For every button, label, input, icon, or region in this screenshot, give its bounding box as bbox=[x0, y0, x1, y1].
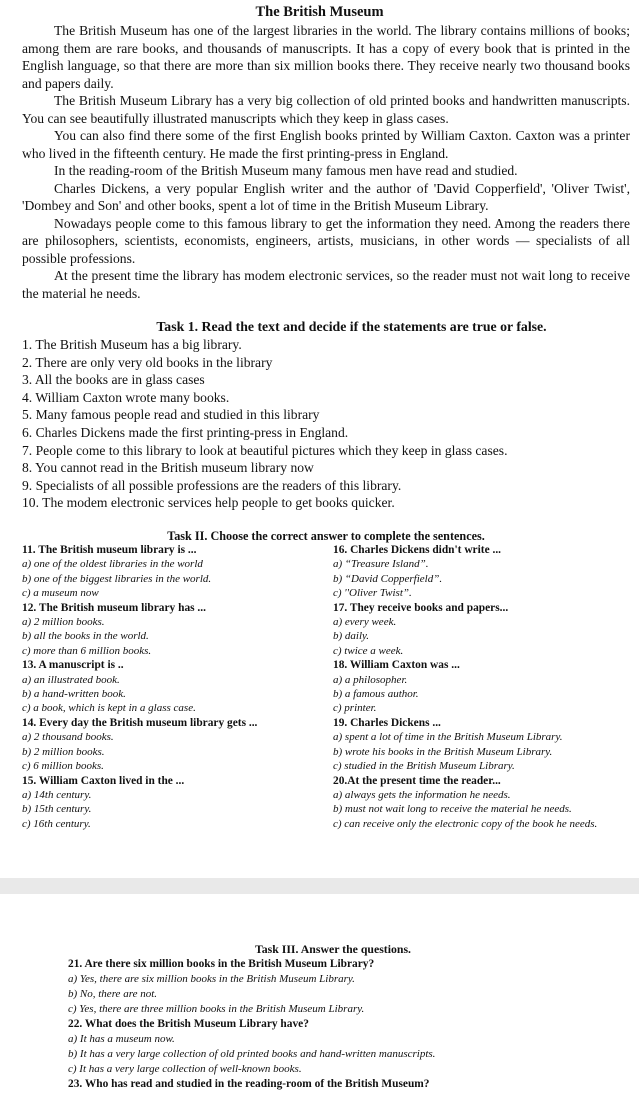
question-text: 11. The British museum library is ... bbox=[22, 544, 197, 556]
answer-option: a) one of the oldest libraries in the world bbox=[22, 558, 203, 571]
answer-option: c) a museum now bbox=[22, 587, 99, 600]
question-text: 21. Are there six million books in the British Museum Library? bbox=[68, 958, 375, 970]
answer-option: b) No, there are not. bbox=[68, 988, 158, 1000]
answer-option: a) Yes, there are six million books in the British Museum Library. bbox=[68, 973, 355, 985]
answer-option: c) studied in the British Museum Library. bbox=[333, 760, 515, 773]
answer-option: b) 15th century. bbox=[22, 803, 92, 816]
task2-right-column bbox=[333, 543, 629, 831]
task2-left-column bbox=[22, 543, 322, 831]
answer-option: b) “David Copperfield”. bbox=[333, 572, 443, 585]
statement-item: 8. You cannot read in the British museum library now bbox=[22, 460, 314, 476]
answer-option: c) 6 million books. bbox=[22, 760, 104, 773]
paragraph: The British Museum has one of the largest libraries in the world. The library contains millions of books; among them are rare books, and thousands of manuscripts. It has a copy of every book that is printed in the English language, so that there are more than six million books there. They receive nearly two thousand books and papers daily. bbox=[22, 23, 630, 91]
statement-item: 1. The British Museum has a big library. bbox=[22, 337, 242, 352]
question-text: 12. The British museum library has ... bbox=[22, 601, 206, 614]
statement-item: 6. Charles Dickens made the first printing-press in England. bbox=[22, 424, 349, 440]
question-text: 16. Charles Dickens didn't write ... bbox=[333, 544, 502, 556]
answer-option: b) one of the biggest libraries in the world. bbox=[22, 572, 212, 585]
answer-option: b) daily. bbox=[333, 630, 370, 643]
answer-option: b) wrote his books in the British Museum Library. bbox=[333, 745, 553, 758]
question-text: 15. William Caxton lived in the ... bbox=[22, 774, 185, 787]
task1-statement-list bbox=[22, 336, 632, 512]
answer-option: a) spent a lot of time in the British Museum Library. bbox=[333, 731, 563, 744]
answer-option: a) an illustrated book. bbox=[22, 673, 120, 686]
task3-heading: Task III. Answer the questions. bbox=[254, 942, 412, 956]
question-block bbox=[68, 957, 628, 1017]
question-block bbox=[22, 716, 322, 774]
answer-option: c) ''Oliver Twist”. bbox=[333, 587, 412, 600]
paragraph: Charles Dickens, a very popular English writer and the author of 'David Copperfield', 'Oliver Twist', 'Dombey and Son' and other books, spent a lot of time in the British Museum Library. bbox=[22, 180, 630, 213]
answer-option: c) more than 6 million books. bbox=[22, 644, 152, 657]
question-block bbox=[68, 1017, 628, 1077]
answer-option: a) 2 million books. bbox=[22, 616, 105, 629]
question-text: 13. A manuscript is .. bbox=[22, 659, 124, 672]
question-block bbox=[22, 543, 322, 601]
answer-option: c) can receive only the electronic copy of the book he needs. bbox=[333, 817, 598, 830]
question-block bbox=[22, 658, 322, 716]
question-block bbox=[333, 601, 629, 659]
answer-option: c) It has a very large collection of well-known books. bbox=[68, 1063, 302, 1075]
task1-heading: Task 1. Read the text and decide if the statements are true or false. bbox=[156, 319, 547, 334]
answer-option: c) printer. bbox=[333, 702, 377, 715]
paragraph: You can also find there some of the first English books printed by William Caxton. Caxton was a printer who lived in the fifteenth century. He made the first printing-press in England. bbox=[22, 128, 630, 161]
answer-option: b) a famous author. bbox=[333, 688, 419, 701]
question-text: 22. What does the British Museum Library have? bbox=[68, 1018, 309, 1030]
question-text: 20.At the present time the reader... bbox=[333, 774, 501, 787]
article-text bbox=[22, 22, 630, 302]
answer-option: c) a book, which is kept in a glass case. bbox=[22, 702, 196, 715]
answer-option: a) always gets the information he needs. bbox=[333, 788, 511, 801]
answer-option: b) It has a very large collection of old printed books and hand-written manuscripts. bbox=[68, 1048, 436, 1060]
answer-option: b) 2 million books. bbox=[22, 745, 105, 758]
answer-option: a) “Treasure Island”. bbox=[333, 558, 429, 571]
task2-heading: Task II. Choose the correct answer to complete the sentences. bbox=[167, 529, 485, 543]
question-text: 18. William Caxton was ... bbox=[333, 659, 460, 672]
question-text: 14. Every day the British museum library gets ... bbox=[22, 716, 258, 729]
statement-item: 5. Many famous people read and studied in this library bbox=[22, 407, 320, 423]
answer-option: b) must not wait long to receive the material he needs. bbox=[333, 803, 572, 816]
task3-question-list bbox=[68, 957, 628, 1092]
paragraph: In the reading-room of the British Museum many famous men have read and studied. bbox=[54, 163, 518, 178]
document-title: The British Museum bbox=[255, 4, 384, 20]
question-block bbox=[68, 1077, 628, 1092]
question-block bbox=[333, 716, 629, 774]
answer-option: a) 2 thousand books. bbox=[22, 731, 114, 744]
answer-option: c) twice a week. bbox=[333, 644, 404, 657]
question-block bbox=[333, 658, 629, 716]
paragraph: At the present time the library has modem electronic services, so the reader must not wait long to receive the material he needs. bbox=[22, 268, 630, 301]
statement-item: 3. All the books are in glass cases bbox=[22, 372, 205, 388]
answer-option: a) a philosopher. bbox=[333, 673, 408, 686]
paragraph: Nowadays people come to this famous library to get the information they need. Among the readers there are philosophers, scientists, economists, engineers, artists, musicians, in other words — specialists of all possible professions. bbox=[22, 215, 630, 266]
statement-item: 10. The modem electronic services help people to get books quicker. bbox=[22, 495, 395, 511]
answer-option: c) Yes, there are three million books in the British Museum Library. bbox=[68, 1003, 365, 1015]
statement-item: 9. Specialists of all possible professions are the readers of this library. bbox=[22, 477, 402, 493]
statement-item: 4. William Caxton wrote many books. bbox=[22, 389, 230, 405]
question-text: 23. Who has read and studied in the reading-room of the British Museum? bbox=[68, 1078, 430, 1090]
answer-option: a) 14th century. bbox=[22, 788, 92, 801]
answer-option: b) a hand-written book. bbox=[22, 688, 126, 701]
statement-item: 2. There are only very old books in the library bbox=[22, 354, 273, 370]
page-separator bbox=[0, 878, 639, 894]
question-text: 17. They receive books and papers... bbox=[333, 601, 509, 614]
statement-item: 7. People come to this library to look at beautiful pictures which they keep in glass cases. bbox=[22, 442, 508, 458]
paragraph: The British Museum Library has a very big collection of old printed books and handwritten manuscripts. You can see beautifully illustrated manuscripts which they keep in glass cases. bbox=[22, 93, 630, 126]
answer-option: a) every week. bbox=[333, 616, 397, 629]
document-page-2 bbox=[0, 894, 639, 1096]
answer-option: c) 16th century. bbox=[22, 817, 91, 830]
question-block bbox=[22, 601, 322, 659]
question-text: 19. Charles Dickens ... bbox=[333, 716, 441, 729]
answer-option: a) It has a museum now. bbox=[68, 1033, 175, 1045]
question-block bbox=[22, 774, 322, 832]
question-block bbox=[333, 543, 629, 601]
question-block bbox=[333, 774, 629, 832]
answer-option: b) all the books in the world. bbox=[22, 630, 149, 643]
